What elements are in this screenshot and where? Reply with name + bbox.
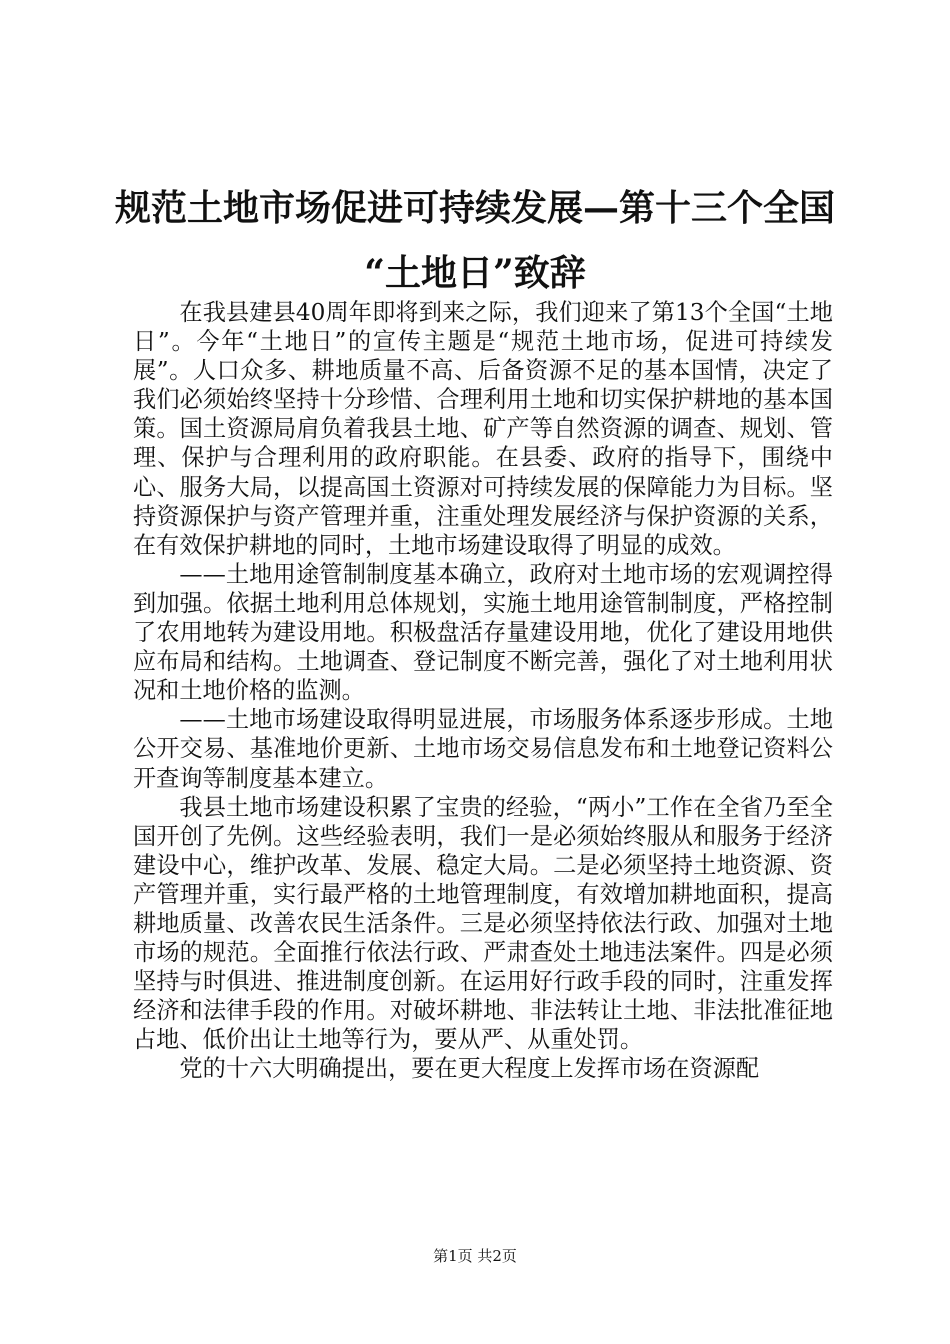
document-body: [133, 298, 833, 1084]
body-paragraph: ——土地用途管制制度基本确立，政府对土地市场的宏观调控得到加强。依据土地利用总体规划，实施土地用途管制制度，严格控制了农用地转为建设用地。积极盘活存量建设用地，优化了建设用地供应布局和结构。土地调查、登记制度不断完善，强化了对土地利用状况和土地价格的监测。: [133, 560, 833, 705]
body-paragraph: ——土地市场建设取得明显进展，市场服务体系逐步形成。土地公开交易、基准地价更新、土地市场交易信息发布和土地登记资料公开查询等制度基本建立。: [133, 706, 833, 792]
page-footer: 第1页 共2页: [433, 1247, 517, 1265]
body-paragraph: 党的十六大明确提出，要在更大程度上发挥市场在资源配: [179, 1055, 760, 1083]
body-paragraph: 在我县建县40周年即将到来之际，我们迎来了第13个全国“土地日”。今年“土地日”的宣传主题是“规范土地市场，促进可持续发展”。人口众多、耕地质量不高、后备资源不足的基本国情，决定了我们必须始终坚持十分珍惜、合理利用土地和切实保护耕地的基本国策。国土资源局肩负着我县土地、矿产等自然资源的调查、规划、管理、保护与合理利用的政府职能。在县委、政府的指导下，围绕中心、服务大局，以提高国土资源对可持续发展的保障能力为目标。坚持资源保护与资产管理并重，注重处理发展经济与保护资源的关系，在有效保护耕地的同时，土地市场建设取得了明显的成效。: [133, 299, 833, 559]
document-title-line-2: “土地日”致辞: [364, 252, 586, 294]
document-title-line-1: 规范土地市场促进可持续发展—第十三个全国: [114, 187, 835, 229]
body-paragraph: 我县土地市场建设积累了宝贵的经验，“两小”工作在全省乃至全国开创了先例。这些经验表明，我们一是必须始终服从和服务于经济建设中心，维护改革、发展、稳定大局。二是必须坚持土地资源、资产管理并重，实行最严格的土地管理制度，有效增加耕地面积，提高耕地质量、改善农民生活条件。三是必须坚持依法行政、加强对土地市场的规范。全面推行依法行政、严肃查处土地违法案件。四是必须坚持与时俱进、推进制度创新。在运用好行政手段的同时，注重发挥经济和法律手段的作用。对破坏耕地、非法转让土地、非法批准征地占地、低价出让土地等行为，要从严、从重处罚。: [133, 793, 833, 1054]
